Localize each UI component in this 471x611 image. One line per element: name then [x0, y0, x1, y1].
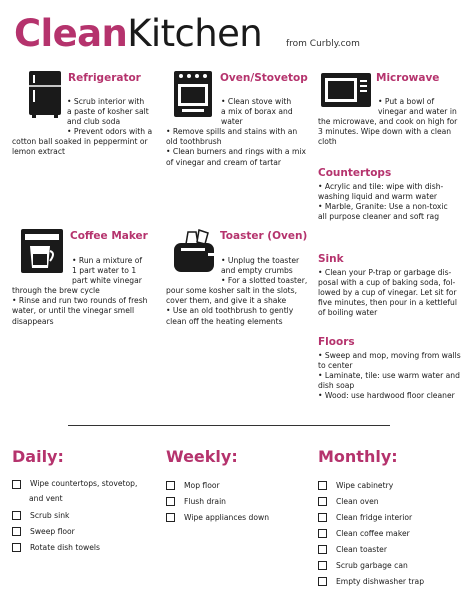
- checklist-item[interactable]: Clean toaster: [318, 545, 387, 554]
- refrigerator-heading: Refrigerator: [68, 72, 141, 84]
- daily-heading: Daily:: [12, 447, 64, 466]
- checkbox[interactable]: [318, 561, 327, 570]
- checkbox[interactable]: [12, 543, 21, 552]
- checkbox[interactable]: [12, 511, 21, 520]
- checkbox[interactable]: [12, 480, 21, 489]
- checklist-item[interactable]: Sweep floor: [12, 527, 75, 536]
- countertops-text: • Acrylic and tile: wipe with dish- washing liquid and warm water • Marble, Granite: Use a non-toxic all purpose cleaner and soft rag: [318, 182, 448, 222]
- checkbox[interactable]: [318, 529, 327, 538]
- checkbox[interactable]: [318, 545, 327, 554]
- checkbox[interactable]: [318, 513, 327, 522]
- checklist-item[interactable]: Empty dishwasher trap: [318, 577, 424, 586]
- checklist-item[interactable]: Scrub sink: [12, 511, 69, 520]
- checkbox[interactable]: [318, 497, 327, 506]
- monthly-heading: Monthly:: [318, 447, 398, 466]
- checkbox[interactable]: [166, 481, 175, 490]
- microwave-heading: Microwave: [376, 72, 440, 84]
- title-kitchen: Kitchen: [127, 12, 263, 55]
- toaster-text: • Unplug the toaster and empty crumbs • For a slotted toaster, pour some kosher salt in the slots, cover them, and give it a shake • Use an old toothbrush to gently clean off the heating elements: [166, 256, 308, 326]
- sink-heading: Sink: [318, 253, 344, 265]
- checklist-item[interactable]: Wipe countertops, stovetop, and vent: [12, 477, 137, 507]
- checkbox[interactable]: [166, 513, 175, 522]
- checkbox[interactable]: [12, 527, 21, 536]
- countertops-heading: Countertops: [318, 167, 392, 179]
- checkbox[interactable]: [318, 481, 327, 490]
- floors-text: • Sweep and mop, moving from walls to center • Laminate, tile: use warm water and dish soap • Wood: use hardwood floor cleaner: [318, 351, 461, 401]
- checklist-item[interactable]: Wipe appliances down: [166, 513, 269, 522]
- source-credit: from Curbly.com: [286, 39, 360, 49]
- toaster-heading: Toaster (Oven): [220, 230, 308, 242]
- floors-heading: Floors: [318, 336, 355, 348]
- checklist-item[interactable]: Clean oven: [318, 497, 379, 506]
- checklist-item[interactable]: Clean coffee maker: [318, 529, 410, 538]
- section-divider: [68, 425, 390, 426]
- checklist-item[interactable]: Clean fridge interior: [318, 513, 412, 522]
- oven-text: • Clean stove with a mix of borax and water • Remove spills and stains with an old toothbrush • Clean burners and rings with a mix of vinegar and cream of tartar: [166, 97, 306, 167]
- checklist-item[interactable]: Wipe cabinetry: [318, 481, 393, 490]
- refrigerator-text: • Scrub interior with a paste of kosher salt and club soda • Prevent odors with a cotton ball soaked in peppermint or lemon extract: [12, 97, 153, 157]
- checkbox[interactable]: [318, 577, 327, 586]
- sink-text: • Clean your P-trap or garbage dis- posal with a cup of baking soda, fol- lowed by a cup of vinegar. Let sit for five minutes, then pour in a kettleful of boiling water: [318, 268, 457, 318]
- checklist-item[interactable]: Flush drain: [166, 497, 226, 506]
- checkbox[interactable]: [166, 497, 175, 506]
- checklist-item[interactable]: Scrub garbage can: [318, 561, 408, 570]
- coffee-heading: Coffee Maker: [70, 230, 148, 242]
- checklist-item[interactable]: Mop floor: [166, 481, 220, 490]
- checklist-item[interactable]: Rotate dish towels: [12, 543, 100, 552]
- weekly-heading: Weekly:: [166, 447, 238, 466]
- microwave-text: • Put a bowl of vinegar and water in the microwave, and cook on high for 3 minutes. Wipe down with a clean cloth: [318, 97, 458, 147]
- title-clean: Clean: [14, 12, 128, 55]
- coffee-text: • Run a mixture of 1 part water to 1 part white vinegar through the brew cycle • Rinse and run two rounds of fresh water, or until the vinegar smell disappears: [12, 256, 148, 326]
- page-title: [14, 10, 262, 58]
- oven-heading: Oven/Stovetop: [220, 72, 308, 84]
